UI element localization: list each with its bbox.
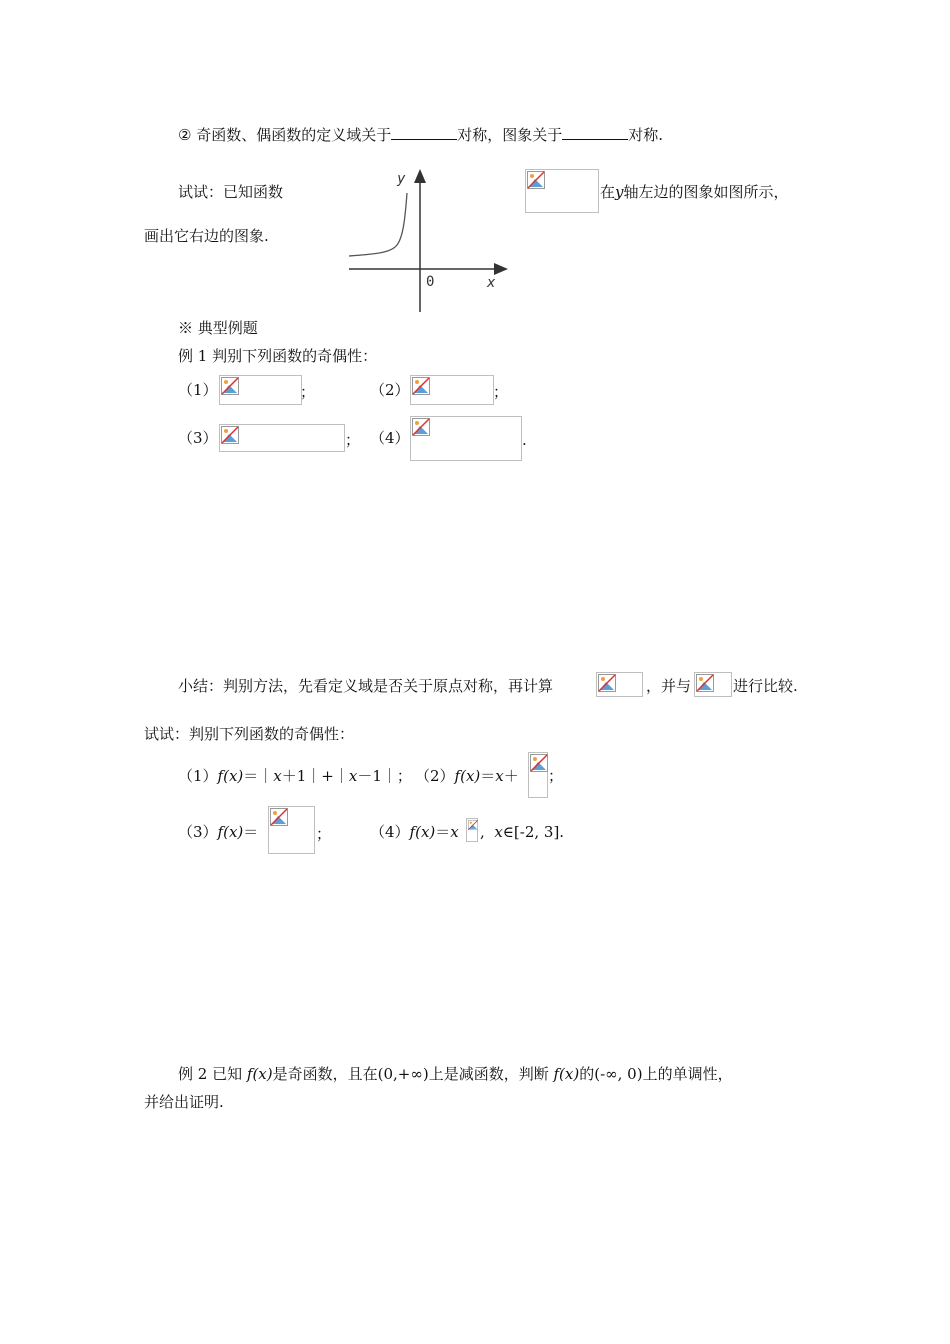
- prop2-text-3: 对称.: [628, 126, 664, 144]
- broken-image-icon: [696, 674, 714, 692]
- property-2-line: [178, 124, 663, 145]
- try2-item2-eq: ＝: [480, 767, 496, 785]
- example1-item3-sep: ；: [345, 431, 361, 449]
- example2-fx1: f: [246, 1065, 253, 1083]
- x-axis-label: x: [487, 275, 496, 291]
- fill-blank-graph[interactable]: [562, 124, 628, 140]
- try2-item2-arg: (x): [460, 767, 481, 785]
- try2-item4-arg: (x): [415, 823, 436, 841]
- summary-part2: ，并与: [646, 677, 692, 695]
- broken-image-icon: [527, 171, 545, 189]
- curve-left-branch: [349, 193, 407, 256]
- try1-right-pre: 在: [600, 183, 616, 201]
- try2-item1-rest2: ＋1｜+｜: [281, 767, 349, 785]
- try2-item1: [178, 766, 412, 786]
- try1-line2: 画出它右边的图象.: [144, 227, 269, 245]
- broken-image-icon: [270, 808, 288, 826]
- try1-lead: 试试：已知函数: [178, 183, 284, 201]
- example1-item1-label: （1）: [178, 381, 218, 399]
- example1-title: 例 1 判别下列函数的奇偶性：: [178, 347, 378, 365]
- example1-item2-sep: ；: [493, 383, 509, 401]
- x-axis-arrow-icon: [494, 263, 508, 275]
- try2-item1-arg: (x): [223, 767, 244, 785]
- try2-item3-arg: (x): [223, 823, 244, 841]
- try2-item1-x2: x: [348, 767, 358, 785]
- try2-item2-end: ；: [548, 767, 564, 785]
- try2-title: 试试：判别下列函数的奇偶性：: [144, 725, 355, 743]
- broken-image-icon: [530, 754, 548, 772]
- try2-item1-x1: x: [273, 767, 282, 785]
- example2-line2: 并给出证明.: [144, 1093, 224, 1111]
- summary-part1: 小结：判别方法，先看定义域是否关于原点对称，再计算: [178, 677, 554, 695]
- example2-p2: 是奇函数，且在(0,+∞)上是减函数，判断: [272, 1065, 549, 1083]
- broken-image-icon: [412, 418, 430, 436]
- circled-two-marker: ②: [178, 126, 192, 144]
- broken-image-icon: [221, 426, 239, 444]
- try2-item4: [370, 822, 459, 842]
- try2-item3-label: （3）: [178, 823, 218, 841]
- try2-item3-formula: [268, 806, 315, 854]
- example2-fx2: f: [553, 1065, 560, 1083]
- try2-item4-eq: ＝: [435, 823, 451, 841]
- summary-formula-2: [694, 672, 732, 697]
- example1-item2-label: （2）: [370, 381, 410, 399]
- y-axis-label: y: [397, 171, 406, 187]
- example1-item3-label: （3）: [178, 429, 218, 447]
- try2-item4-label: （4）: [370, 823, 410, 841]
- try2-item1-rest3: －1｜；: [357, 767, 412, 785]
- example1-item2-formula: [410, 375, 494, 405]
- try2-item3-fx: f: [217, 823, 224, 841]
- try1-right-text: [600, 182, 789, 202]
- example1-item3-formula: [219, 424, 345, 452]
- prop2-text-1: 奇函数、偶函数的定义域关于: [196, 126, 392, 144]
- try2-item2-fx: f: [454, 767, 461, 785]
- example2-p3: 的(-∞, 0)上的单调性，: [579, 1065, 733, 1083]
- try2-item2-plus: ＋: [503, 767, 519, 785]
- try2-item1-label: （1）: [178, 767, 218, 785]
- try2-item2-label: （2）: [415, 767, 455, 785]
- try2-item2: [415, 766, 519, 786]
- function-graph: [345, 165, 515, 315]
- broken-image-icon: [468, 820, 478, 830]
- try2-item4-x2: x: [494, 823, 503, 841]
- example1-item1-formula: [219, 375, 302, 405]
- broken-image-icon: [598, 674, 616, 692]
- try2-item4-x: x: [450, 823, 459, 841]
- try2-item4-domain: ∈[-2, 3].: [502, 823, 565, 841]
- try1-right-var: y: [615, 183, 624, 201]
- try2-item4-comma: ,: [480, 823, 485, 841]
- try2-item3-end: ；: [316, 825, 332, 843]
- try2-item2-x: x: [495, 767, 504, 785]
- example1-item4-label: （4）: [370, 429, 410, 447]
- example2-p1: 例 2 已知: [178, 1065, 243, 1083]
- summary-part3: 进行比较.: [733, 677, 798, 695]
- try2-item4-formula: [466, 818, 478, 842]
- y-axis-arrow-icon: [414, 169, 426, 183]
- example2-arg1: (x): [252, 1065, 273, 1083]
- summary-formula-1: [596, 672, 643, 697]
- origin-label: 0: [426, 274, 435, 290]
- try2-item4-fx: f: [409, 823, 416, 841]
- example1-item4-formula: [410, 416, 522, 461]
- typical-examples-heading: ※ 典型例题: [178, 319, 258, 337]
- prop2-text-2: 对称，图象关于: [457, 126, 563, 144]
- try2-item1-fx: f: [217, 767, 224, 785]
- broken-image-icon: [221, 377, 239, 395]
- broken-image-icon: [412, 377, 430, 395]
- try2-item3: [178, 822, 258, 842]
- formula-image-placeholder: [525, 169, 599, 213]
- example1-item1-sep: ；: [300, 383, 316, 401]
- try1-right-post: 轴左边的图象如图所示，: [623, 183, 789, 201]
- try2-item4-tail: [480, 822, 564, 842]
- example2-arg2: (x): [559, 1065, 580, 1083]
- example2-line1: [178, 1064, 733, 1084]
- example1-item4-sep: .: [522, 431, 527, 449]
- try2-item2-formula: [528, 752, 548, 798]
- try2-item1-rest1: ＝｜: [243, 767, 274, 785]
- try2-item3-eq: ＝: [243, 823, 259, 841]
- fill-blank-domain[interactable]: [391, 124, 457, 140]
